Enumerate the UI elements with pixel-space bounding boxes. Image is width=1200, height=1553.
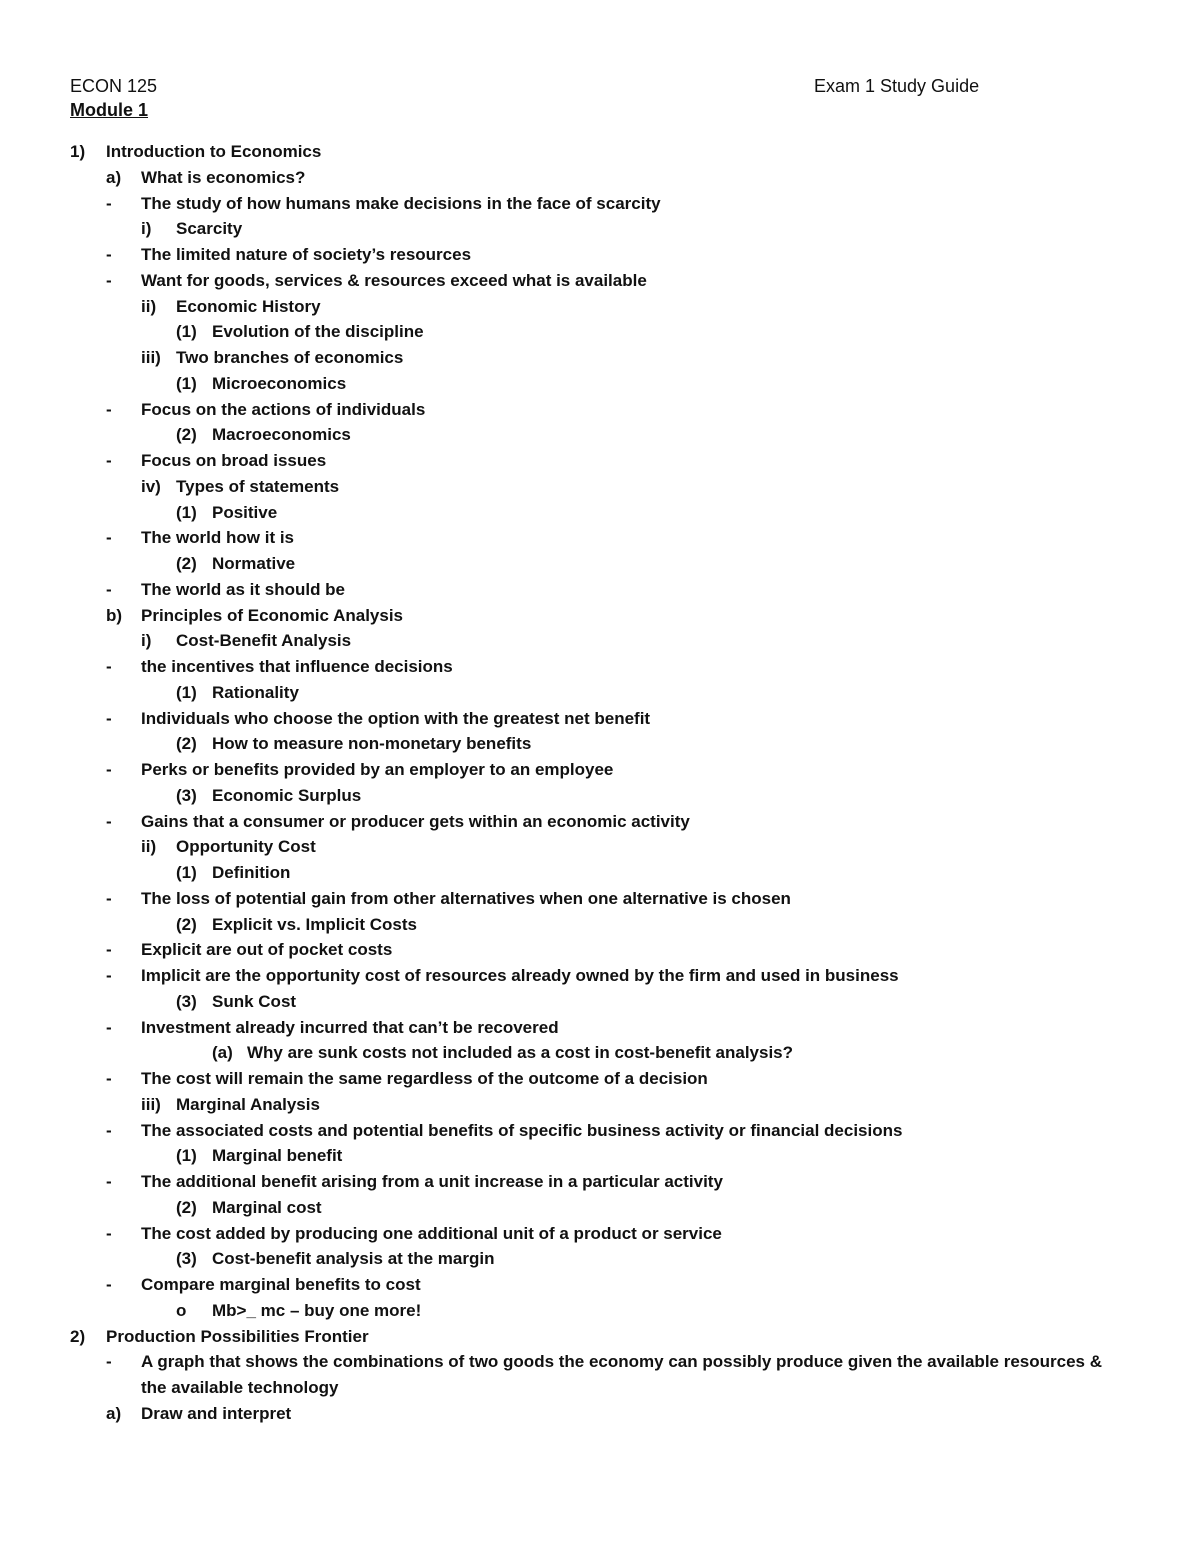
outline-text: Principles of Economic Analysis [141,605,404,625]
outline-marker: - [106,245,112,264]
outline-item [0,1118,1200,1144]
outline-marker: (2) [176,914,197,934]
outline-marker: (3) [176,1249,197,1269]
outline-item [0,1401,1200,1427]
outline-item [0,268,1200,294]
outline-marker: - [106,760,112,779]
outline-marker: - [106,579,112,599]
outline-text: Macroeconomics [212,425,351,445]
outline-text: A graph that shows the combinations of two goods the economy can possibly produce given the available resources & the available technology [141,1352,1102,1397]
outline-item [0,912,1200,938]
outline-text: The cost will remain the same regardless of the outcome of a decision [141,1069,708,1088]
outline-item [0,1169,1200,1195]
outline-text: Marginal cost [212,1197,322,1217]
document-title: Exam 1 Study Guide [814,76,980,96]
outline-text: Explicit are out of pocket costs [141,940,393,960]
outline-marker: iii) [141,348,161,367]
outline-text: Microeconomics [212,373,347,393]
outline-item [0,165,1200,191]
outline-item [0,809,1200,835]
outline-text: The world how it is [141,528,294,548]
outline-item [0,680,1200,706]
outline-item [0,345,1200,371]
outline-item [0,860,1200,886]
outline-marker: 1) [70,142,86,161]
outline-text: Definition [212,863,291,882]
outline-text: Introduction to Economics [106,142,322,161]
outline-marker: iii) [141,1094,161,1114]
outline-marker: - [106,966,112,985]
outline-item [0,886,1200,912]
outline-marker: (1) [176,682,197,702]
outline-marker: 2) [70,1326,86,1346]
outline-text: Implicit are the opportunity cost of resources already owned by the firm and used in business [141,966,899,985]
outline-text: The study of how humans make decisions in the face of scarcity [141,193,661,213]
outline-item [0,1092,1200,1118]
outline-marker: a) [106,1403,122,1423]
outline-text: Opportunity Cost [176,837,316,857]
outline-marker: iv) [141,476,161,496]
outline-item [0,834,1200,860]
outline-marker: - [106,888,112,908]
outline-item [0,654,1200,680]
outline-text: Draw and interpret [141,1403,292,1423]
outline-text: Sunk Cost [212,991,297,1011]
outline-text: Production Possibilities Frontier [106,1326,369,1346]
outline-text: Two branches of economics [176,348,404,367]
outline-item [0,731,1200,757]
outline-item [0,551,1200,577]
outline-text: Compare marginal benefits to cost [141,1275,421,1294]
outline-item [0,706,1200,732]
outline-text: Focus on the actions of individuals [141,399,426,419]
outline-marker: - [106,708,112,728]
outline-marker: (2) [176,734,197,754]
outline-item [0,1246,1200,1272]
outline-item [0,1221,1200,1247]
outline-marker: a) [106,167,122,187]
outline-item [0,1040,1200,1066]
outline-item [0,422,1200,448]
outline-item [0,757,1200,783]
outline-item [0,1324,1200,1350]
outline-item [0,319,1200,345]
outline-text: Evolution of the discipline [212,322,424,342]
outline-item [0,1195,1200,1221]
outline-text: The limited nature of society’s resources [141,245,472,264]
outline-item [0,448,1200,474]
outline-text: the incentives that influence decisions [141,657,453,676]
course-code: ECON 125 [70,76,158,96]
outline-item [0,783,1200,809]
outline-item [0,1349,1200,1401]
outline-text: The world as it should be [141,579,346,599]
outline-text: Investment already incurred that can’t be recovered [141,1017,559,1037]
outline-marker: - [106,657,112,676]
outline-item [0,1143,1200,1169]
outline-text: How to measure non-monetary benefits [212,734,532,754]
outline-marker: - [106,1172,112,1191]
outline-marker: - [106,399,112,419]
outline-item [0,989,1200,1015]
outline-marker: - [106,1120,112,1140]
outline-item [0,500,1200,526]
outline-marker: - [106,193,112,213]
outline-text: Focus on broad issues [141,451,327,470]
outline-text: Scarcity [176,219,243,239]
study-guide-outline [0,139,1200,1427]
outline-item [0,371,1200,397]
outline-item [0,937,1200,963]
outline-text: Rationality [212,682,299,702]
outline-marker: - [106,1275,112,1294]
module-heading: Module 1 [70,100,149,120]
outline-marker: - [106,811,112,831]
outline-item [0,294,1200,320]
outline-marker: (1) [176,502,197,522]
outline-text: Mb>_ mc – buy one more! [212,1300,422,1320]
outline-text: The loss of potential gain from other alternatives when one alternative is chosen [141,888,791,908]
outline-marker: (a) [212,1043,233,1063]
outline-text: Why are sunk costs not included as a cost in cost-benefit analysis? [247,1043,794,1063]
outline-text: Perks or benefits provided by an employer to an employee [141,760,614,779]
outline-item [0,1272,1200,1298]
outline-marker: b) [106,605,123,625]
outline-marker: - [106,1223,112,1243]
outline-item [0,603,1200,629]
outline-marker: (1) [176,1146,197,1166]
outline-item [0,139,1200,165]
outline-marker: - [106,1352,112,1372]
outline-marker: (1) [176,863,197,882]
outline-marker: (2) [176,554,197,573]
outline-text: The associated costs and potential benefits of specific business activity or financial decisions [141,1120,903,1140]
outline-item [0,525,1200,551]
outline-text: The additional benefit arising from a unit increase in a particular activity [141,1172,723,1191]
outline-text: Explicit vs. Implicit Costs [212,914,418,934]
outline-marker: (1) [176,322,197,342]
outline-marker: (2) [176,425,197,445]
outline-item [0,191,1200,217]
outline-marker: - [106,451,112,470]
outline-text: Positive [212,502,278,522]
outline-text: Marginal benefit [212,1146,343,1166]
outline-text: Marginal Analysis [176,1094,320,1114]
outline-marker: (2) [176,1197,197,1217]
outline-item [0,1015,1200,1041]
outline-marker: (1) [176,373,197,393]
outline-item [0,216,1200,242]
outline-item [0,1298,1200,1324]
outline-text: Normative [212,554,296,573]
outline-item [0,242,1200,268]
outline-text: Want for goods, services & resources exceed what is available [141,270,647,290]
outline-text: Types of statements [176,476,340,496]
outline-text: Economic Surplus [212,785,362,805]
outline-text: Cost-benefit analysis at the margin [212,1249,495,1269]
outline-item [0,1066,1200,1092]
outline-item [0,397,1200,423]
outline-marker: - [106,1069,112,1088]
outline-text: Economic History [176,296,321,316]
outline-item [0,474,1200,500]
outline-marker: i) [141,631,152,651]
outline-marker: ii) [141,296,157,316]
outline-marker: - [106,940,112,960]
outline-item [0,963,1200,989]
outline-marker: - [106,528,112,548]
outline-item [0,577,1200,603]
outline-text: The cost added by producing one additional unit of a product or service [141,1223,722,1243]
outline-text: What is economics? [141,167,306,187]
outline-marker: (3) [176,785,197,805]
outline-marker: - [106,270,112,290]
outline-marker: (3) [176,991,197,1011]
outline-item [0,628,1200,654]
outline-marker: - [106,1017,112,1037]
outline-marker: o [176,1300,187,1320]
outline-text: Gains that a consumer or producer gets within an economic activity [141,811,690,831]
outline-marker: ii) [141,837,157,857]
outline-text: Cost-Benefit Analysis [176,631,352,651]
outline-marker: i) [141,219,152,239]
outline-text: Individuals who choose the option with the greatest net benefit [141,708,651,728]
